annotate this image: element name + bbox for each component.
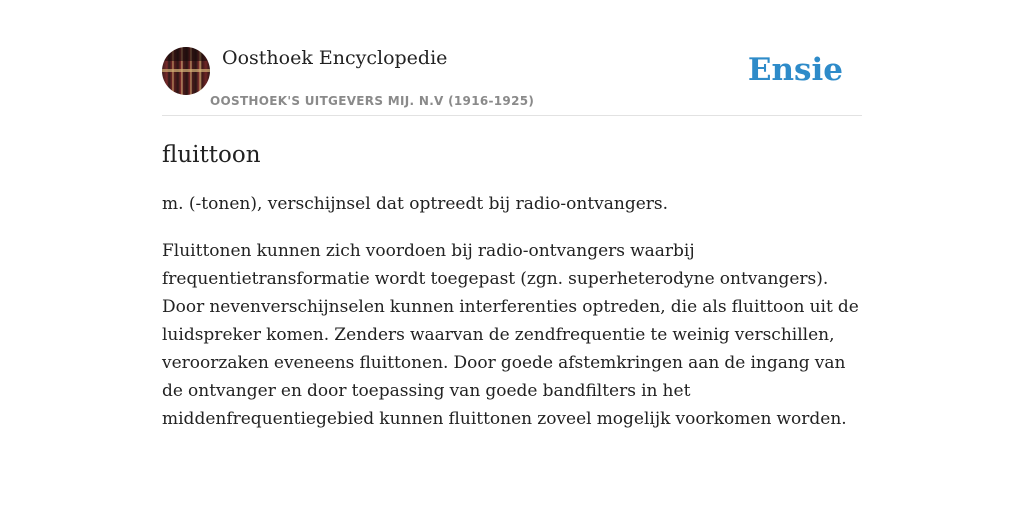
source-publisher: OOSTHOEK'S UITGEVERS MIJ. N.V (1916-1925) [210,94,535,108]
entry-definition: m. (-tonen), verschijnsel dat optreedt bij radio-ontvangers. [162,194,669,214]
book-spines-icon[interactable] [162,47,210,95]
source-header [162,46,862,116]
entry-body: Fluittonen kunnen zich voordoen bij radio-ontvangers waarbij frequentietransformatie wordt toegepast (zgn. superheterodyne ontvangers). Door nevenverschijnselen kunnen interferenties optreden, die als fluittoon uit de luidspreker komen. Zenders waarvan de zendfrequentie te weinig verschillen, veroorzaken eveneens fluittonen. Door goede afstemkringen aan de ingang van de ontvanger en door toepassing van goede bandfilters in het middenfrequentiegebied kunnen fluittonen zoveel mogelijk voorkomen worden. [162,241,859,429]
entry-title: fluittoon [162,142,261,168]
source-title[interactable]: Oosthoek Encyclopedie [222,47,448,69]
brand-logo-link[interactable]: Ensie [747,52,843,88]
entry-card [162,46,862,433]
